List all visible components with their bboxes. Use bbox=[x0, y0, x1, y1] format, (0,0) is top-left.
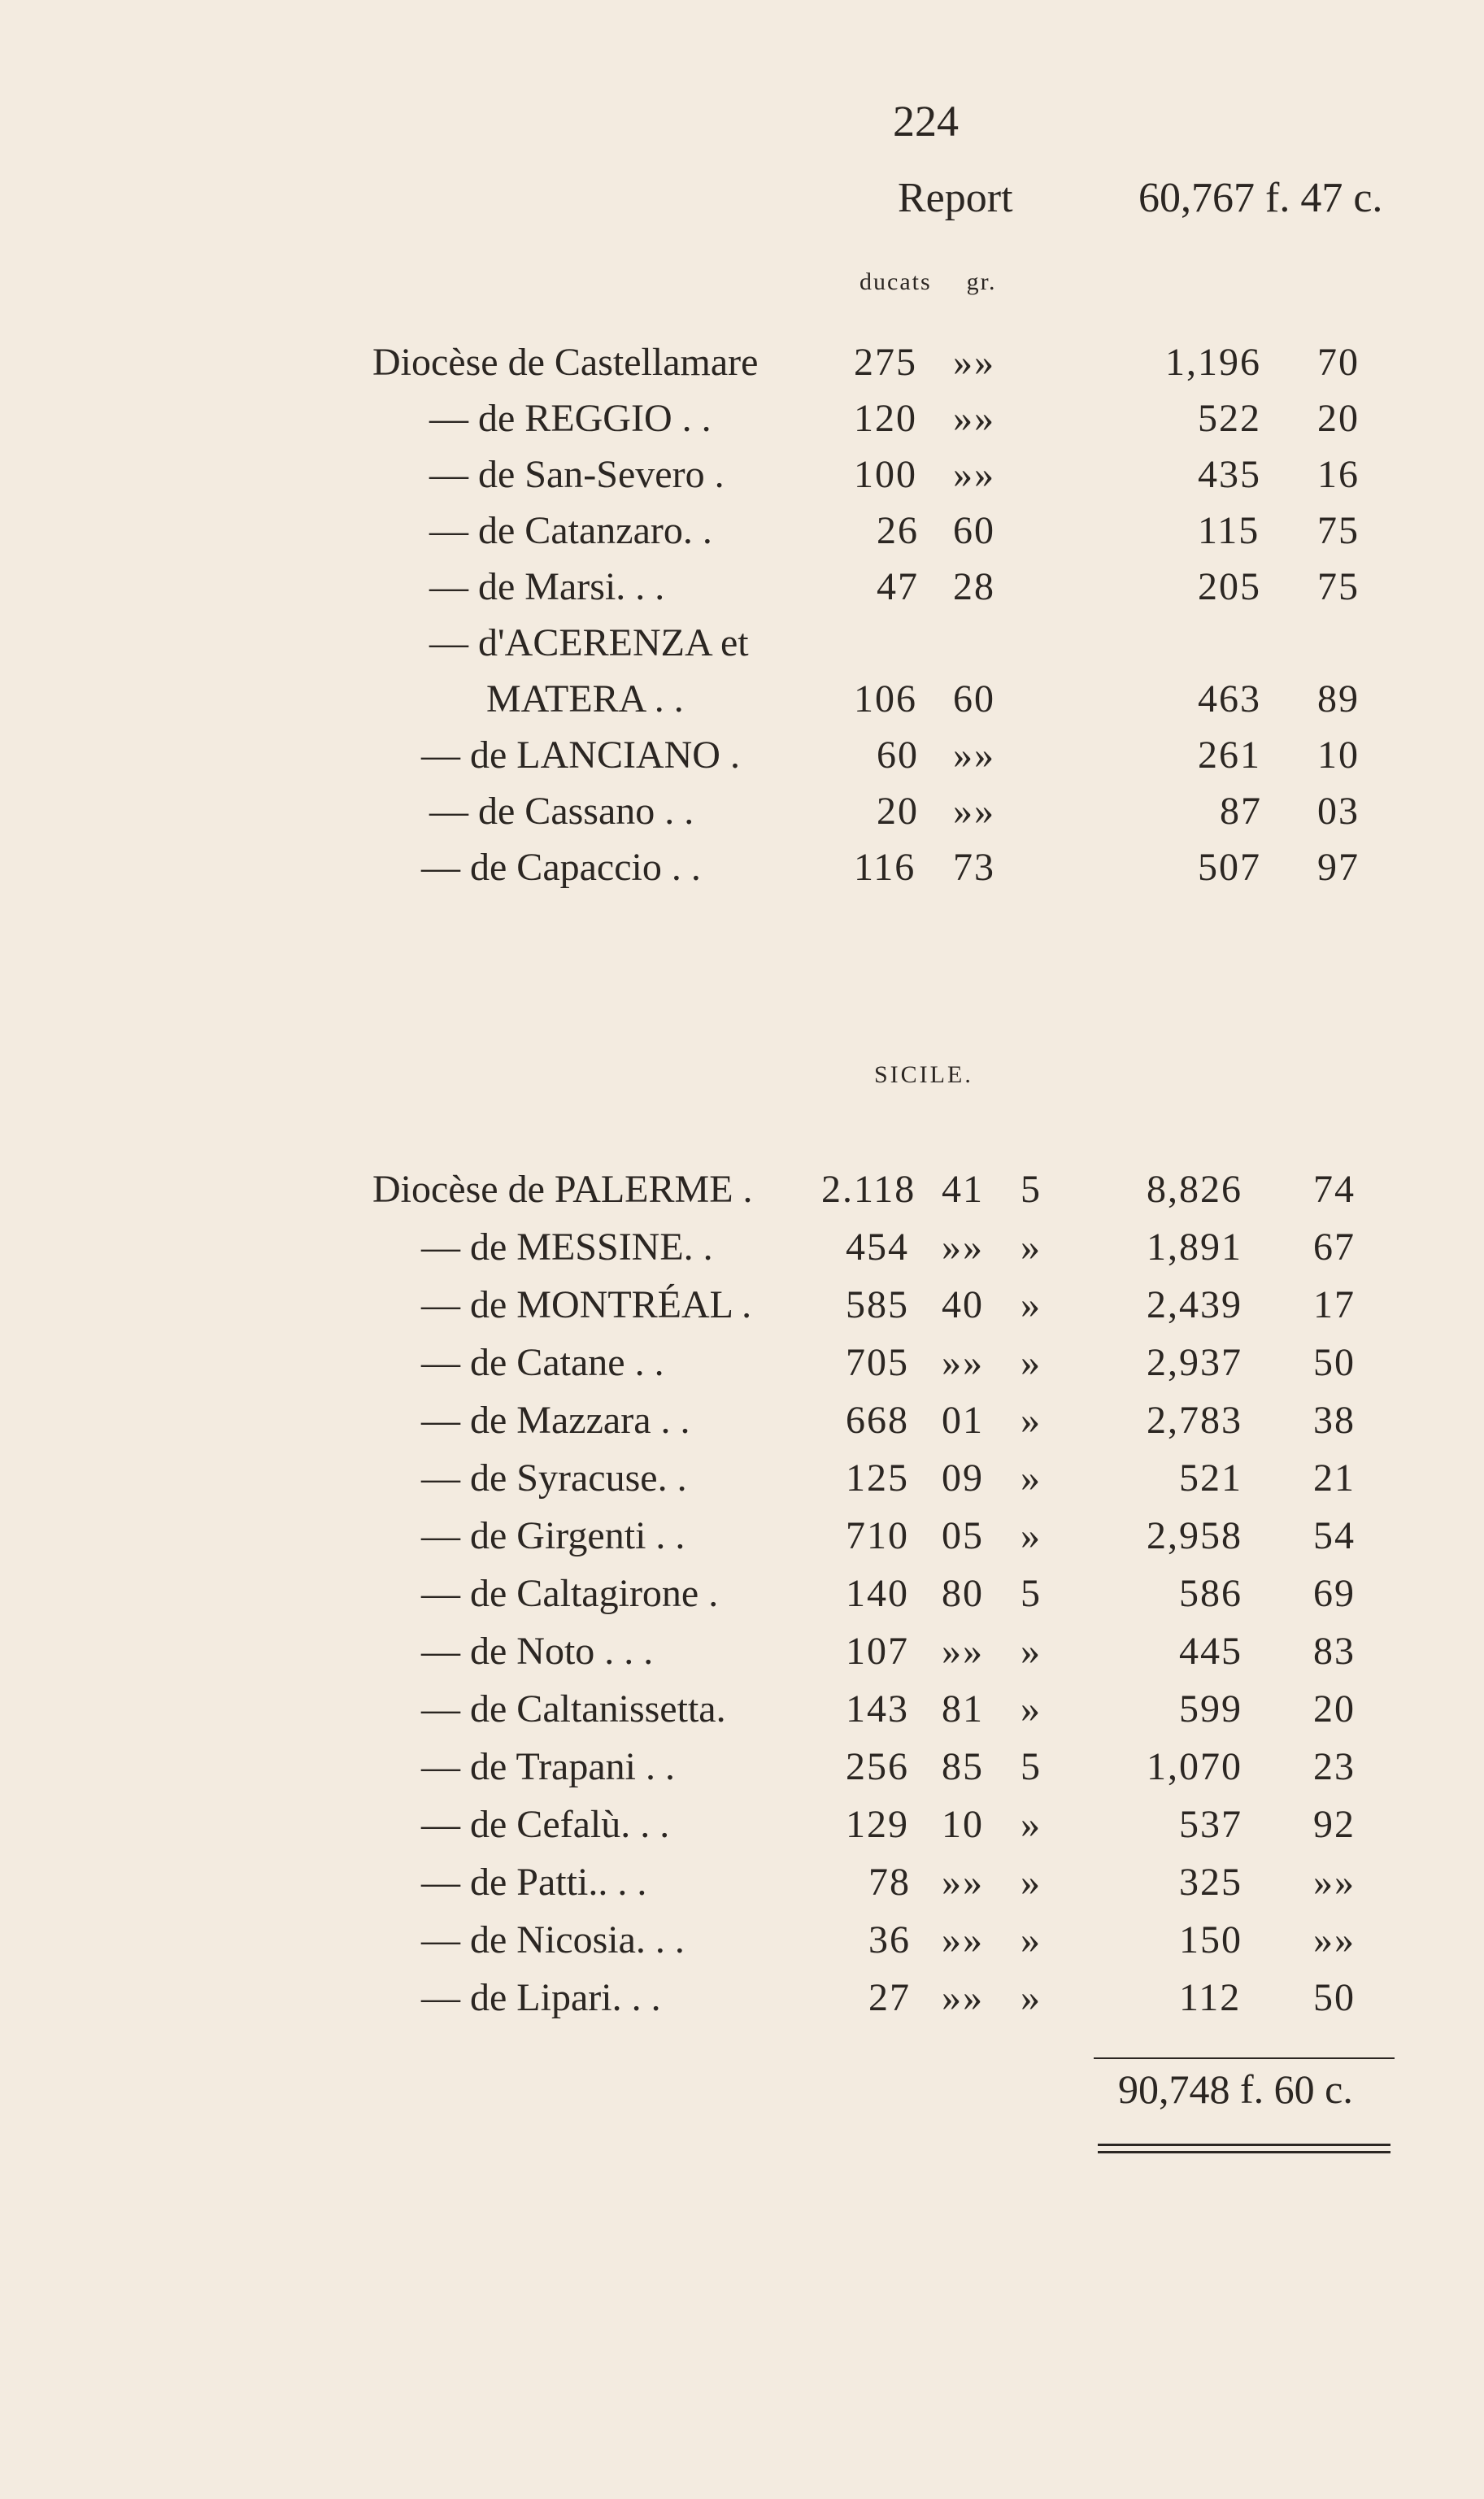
row-name: — de Noto . . . bbox=[421, 1630, 654, 1673]
double-rule-upper bbox=[1098, 2144, 1390, 2146]
row-third: 5 bbox=[1021, 1168, 1042, 1211]
row-francs: 2,937 bbox=[1147, 1341, 1242, 1384]
row-ducats: 106 bbox=[854, 677, 917, 721]
row-grains: 41 bbox=[942, 1168, 984, 1211]
row-name: — de Trapani . . bbox=[421, 1745, 675, 1788]
row-ducats: 36 bbox=[868, 1918, 911, 1961]
row-grains: 60 bbox=[953, 677, 995, 721]
row-grains: 73 bbox=[953, 846, 995, 889]
row-third: » bbox=[1021, 1399, 1042, 1442]
row-name: — de Cefalù. . . bbox=[421, 1803, 670, 1846]
row-ducats: 2.118 bbox=[821, 1168, 916, 1211]
row-third: » bbox=[1021, 1861, 1042, 1904]
grand-total: 90,748 f. 60 c. bbox=[1118, 2066, 1353, 2112]
row-third: 5 bbox=[1021, 1572, 1042, 1615]
carried-forward-total: 60,767 f. 47 c. bbox=[1138, 175, 1383, 221]
row-third: » bbox=[1021, 1803, 1042, 1846]
row-ducats: 143 bbox=[846, 1687, 909, 1731]
row-cents: 21 bbox=[1313, 1456, 1356, 1500]
row-cents: »» bbox=[1313, 1918, 1356, 1961]
row-francs: 1,891 bbox=[1147, 1226, 1242, 1269]
row-francs: 261 bbox=[1198, 734, 1261, 777]
row-cents: 54 bbox=[1313, 1514, 1356, 1557]
row-name: — de Girgenti . . bbox=[421, 1514, 685, 1557]
row-name: — de Cassano . . bbox=[429, 790, 694, 833]
row-grains: 85 bbox=[942, 1745, 984, 1788]
row-name: — de Mazzara . . bbox=[421, 1399, 690, 1442]
report-label: Report bbox=[898, 175, 1013, 221]
row-cents: 83 bbox=[1313, 1630, 1356, 1673]
row-cents: 50 bbox=[1313, 1976, 1356, 2019]
row-name: — de REGGIO . . bbox=[429, 397, 712, 440]
row-name: — de Caltanissetta. bbox=[421, 1687, 726, 1731]
row-francs: 586 bbox=[1179, 1572, 1242, 1615]
total-top-rule bbox=[1094, 2057, 1395, 2059]
row-third: » bbox=[1021, 1341, 1042, 1384]
row-name: — de Nicosia. . . bbox=[421, 1918, 685, 1961]
row-ducats: 100 bbox=[854, 453, 917, 496]
row-grains: 80 bbox=[942, 1572, 984, 1615]
row-grains: 05 bbox=[942, 1514, 984, 1557]
row-grains: »» bbox=[942, 1976, 984, 2019]
row-cents: 20 bbox=[1313, 1687, 1356, 1731]
row-name: — de Patti.. . . bbox=[421, 1861, 647, 1904]
row-francs: 150 bbox=[1179, 1918, 1242, 1961]
row-cents: 38 bbox=[1313, 1399, 1356, 1442]
row-cents: 67 bbox=[1313, 1226, 1356, 1269]
row-grains: 40 bbox=[942, 1283, 984, 1326]
row-cents: 03 bbox=[1317, 790, 1360, 833]
row-grains: 09 bbox=[942, 1456, 984, 1500]
row-ducats: 585 bbox=[846, 1283, 909, 1326]
row-francs: 2,439 bbox=[1147, 1283, 1242, 1326]
row-grains: 81 bbox=[942, 1687, 984, 1731]
row-ducats: 78 bbox=[868, 1861, 911, 1904]
row-name: Diocèse de PALERME . bbox=[372, 1168, 753, 1211]
row-ducats: 140 bbox=[846, 1572, 909, 1615]
row-name: — de Syracuse. . bbox=[421, 1456, 687, 1500]
row-third: » bbox=[1021, 1918, 1042, 1961]
row-francs: 205 bbox=[1198, 565, 1261, 608]
row-name: — de LANCIANO . bbox=[421, 734, 740, 777]
row-name: — d'ACERENZA et bbox=[429, 621, 749, 664]
row-grains: »» bbox=[942, 1918, 984, 1961]
row-grains: »» bbox=[942, 1630, 984, 1673]
row-third: » bbox=[1021, 1514, 1042, 1557]
row-third: » bbox=[1021, 1687, 1042, 1731]
row-francs: 2,783 bbox=[1147, 1399, 1242, 1442]
row-grains: »» bbox=[942, 1861, 984, 1904]
row-third: » bbox=[1021, 1226, 1042, 1269]
row-cents: 74 bbox=[1313, 1168, 1356, 1211]
row-third: » bbox=[1021, 1630, 1042, 1673]
row-francs: 8,826 bbox=[1147, 1168, 1242, 1211]
row-name: — de San-Severo . bbox=[429, 453, 725, 496]
row-cents: 23 bbox=[1313, 1745, 1356, 1788]
row-ducats: 47 bbox=[877, 565, 919, 608]
row-cents: 97 bbox=[1317, 846, 1360, 889]
row-grains: 60 bbox=[953, 509, 995, 552]
row-francs: 463 bbox=[1198, 677, 1261, 721]
row-grains: »» bbox=[953, 790, 995, 833]
units-grains: gr. bbox=[966, 268, 997, 295]
row-ducats: 129 bbox=[846, 1803, 909, 1846]
row-ducats: 710 bbox=[846, 1514, 909, 1557]
row-cents: 89 bbox=[1317, 677, 1360, 721]
row-name: — de Marsi. . . bbox=[429, 565, 665, 608]
row-francs: 521 bbox=[1179, 1456, 1242, 1500]
double-rule-lower bbox=[1098, 2151, 1390, 2153]
row-francs: 325 bbox=[1179, 1861, 1242, 1904]
row-ducats: 256 bbox=[846, 1745, 909, 1788]
row-grains: »» bbox=[953, 341, 995, 384]
row-third: » bbox=[1021, 1456, 1042, 1500]
row-cents: 20 bbox=[1317, 397, 1360, 440]
row-cents: 69 bbox=[1313, 1572, 1356, 1615]
row-third: 5 bbox=[1021, 1745, 1042, 1788]
row-francs: 112 bbox=[1179, 1976, 1242, 2019]
row-francs: 87 bbox=[1220, 790, 1262, 833]
row-grains: »» bbox=[953, 453, 995, 496]
row-third: » bbox=[1021, 1976, 1042, 2019]
row-ducats: 705 bbox=[846, 1341, 909, 1384]
row-francs: 115 bbox=[1198, 509, 1260, 552]
row-ducats: 120 bbox=[854, 397, 917, 440]
row-name: — de Lipari. . . bbox=[421, 1976, 661, 2019]
row-francs: 445 bbox=[1179, 1630, 1242, 1673]
row-cents: 16 bbox=[1317, 453, 1360, 496]
units-ducats: ducats bbox=[860, 268, 932, 295]
row-grains: »» bbox=[953, 397, 995, 440]
row-third: » bbox=[1021, 1283, 1042, 1326]
section-title-sicily: SICILE. bbox=[874, 1061, 973, 1088]
row-ducats: 275 bbox=[854, 341, 917, 384]
row-grains: »» bbox=[942, 1341, 984, 1384]
row-francs: 435 bbox=[1198, 453, 1261, 496]
row-ducats: 20 bbox=[877, 790, 919, 833]
row-name: — de MONTRÉAL . bbox=[421, 1283, 752, 1326]
row-name: MATERA . . bbox=[486, 677, 684, 721]
row-ducats: 27 bbox=[868, 1976, 911, 2019]
row-ducats: 116 bbox=[854, 846, 916, 889]
row-francs: 2,958 bbox=[1147, 1514, 1242, 1557]
page-number: 224 bbox=[893, 97, 959, 146]
row-name: Diocèse de Castellamare bbox=[372, 341, 759, 384]
row-cents: 10 bbox=[1317, 734, 1360, 777]
row-ducats: 125 bbox=[846, 1456, 909, 1500]
row-francs: 1,070 bbox=[1147, 1745, 1242, 1788]
row-cents: 50 bbox=[1313, 1341, 1356, 1384]
row-name: — de Capaccio . . bbox=[421, 846, 701, 889]
row-cents: 75 bbox=[1317, 565, 1360, 608]
row-grains: 10 bbox=[942, 1803, 984, 1846]
row-francs: 1,196 bbox=[1165, 341, 1261, 384]
row-name: — de Catane . . bbox=[421, 1341, 664, 1384]
row-cents: 92 bbox=[1313, 1803, 1356, 1846]
row-francs: 599 bbox=[1179, 1687, 1242, 1731]
row-name: — de Catanzaro. . bbox=[429, 509, 712, 552]
row-ducats: 60 bbox=[877, 734, 919, 777]
row-name: — de Caltagirone . bbox=[421, 1572, 719, 1615]
row-ducats: 26 bbox=[877, 509, 919, 552]
row-ducats: 454 bbox=[846, 1226, 909, 1269]
row-grains: »» bbox=[953, 734, 995, 777]
row-grains: 28 bbox=[953, 565, 995, 608]
row-cents: 75 bbox=[1317, 509, 1360, 552]
row-cents: »» bbox=[1313, 1861, 1356, 1904]
units-header bbox=[860, 268, 996, 296]
row-francs: 507 bbox=[1198, 846, 1261, 889]
row-grains: 01 bbox=[942, 1399, 984, 1442]
row-ducats: 668 bbox=[846, 1399, 909, 1442]
row-cents: 70 bbox=[1317, 341, 1360, 384]
row-francs: 537 bbox=[1179, 1803, 1242, 1846]
row-grains: »» bbox=[942, 1226, 984, 1269]
row-francs: 522 bbox=[1198, 397, 1261, 440]
row-ducats: 107 bbox=[846, 1630, 909, 1673]
row-cents: 17 bbox=[1313, 1283, 1356, 1326]
row-name: — de MESSINE. . bbox=[421, 1226, 713, 1269]
